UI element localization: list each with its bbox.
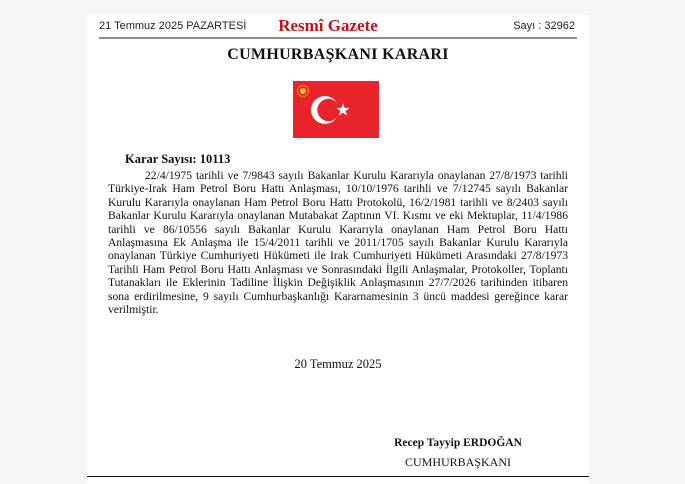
gazette-title: Resmî Gazete bbox=[278, 16, 378, 35]
page-bottom-divider bbox=[87, 476, 589, 477]
decision-body: 22/4/1975 tarihli ve 7/9843 sayılı Bakanlar Kurulu Kararıyla onaylanan 27/8/1973 tarihli Türkiye-Irak Ham Petrol Boru Hattı Anlaşması, 10/10/1976 tarihli ve 7/12745 sayılı Bakanlar Kurulu Kararıyla onaylanan Ham Petrol Boru Hattı Protokolü, 16/2/1981 tarihli ve 8/2403 sayılı Bakanlar Kurulu Kararıyla onaylanan Mutabakat Zaptının VI. Kısmı ve eki Mektuplar, 11/4/1986 tarihli ve 86/10556 sayılı Bakanlar Kurulu Kararıyla onaylanan Ham Petrol Boru Hattı Anlaşmasına Ek Anlaşma ile 15/4/2011 tarihli ve 2011/1705 sayılı Bakanlar Kurulu Kararıyla onaylanan Türkiye Cumhuriyeti Hükümeti ile Irak Cumhuriyeti Hükümeti Arasındaki 27/8/1973 Tarihli Ham Petrol Boru Hattı Anlaşması ve Sonrasındaki İlgili Anlaşmalar, Protokoller, Toplantı Tutanakları ile Eklerinin Tadiline İlişkin Değişiklik Anlaşmasının 27/7/2026 tarihinden itibaren sona erdirilmesine, 9 sayılı Cumhurbaşkanlığı Kararnamesinin 3 üncü maddesi gereğince karar verilmiştir. bbox=[108, 169, 568, 317]
gazette-page bbox=[87, 15, 589, 484]
signing-date: 20 Temmuz 2025 bbox=[294, 357, 382, 371]
decision-number: Karar Sayısı: 10113 bbox=[125, 152, 231, 166]
issue-number: Sayı : 32962 bbox=[513, 20, 575, 32]
document-title: CUMHURBAŞKANI KARARI bbox=[227, 46, 449, 63]
turkish-flag-icon bbox=[293, 81, 379, 138]
header-divider bbox=[99, 37, 577, 39]
signer-name: Recep Tayyip ERDOĞAN bbox=[394, 437, 522, 449]
signer-title: CUMHURBAŞKANI bbox=[404, 455, 511, 469]
issue-date: 21 Temmuz 2025 PAZARTESİ bbox=[99, 20, 247, 32]
gazette-header bbox=[99, 17, 577, 37]
